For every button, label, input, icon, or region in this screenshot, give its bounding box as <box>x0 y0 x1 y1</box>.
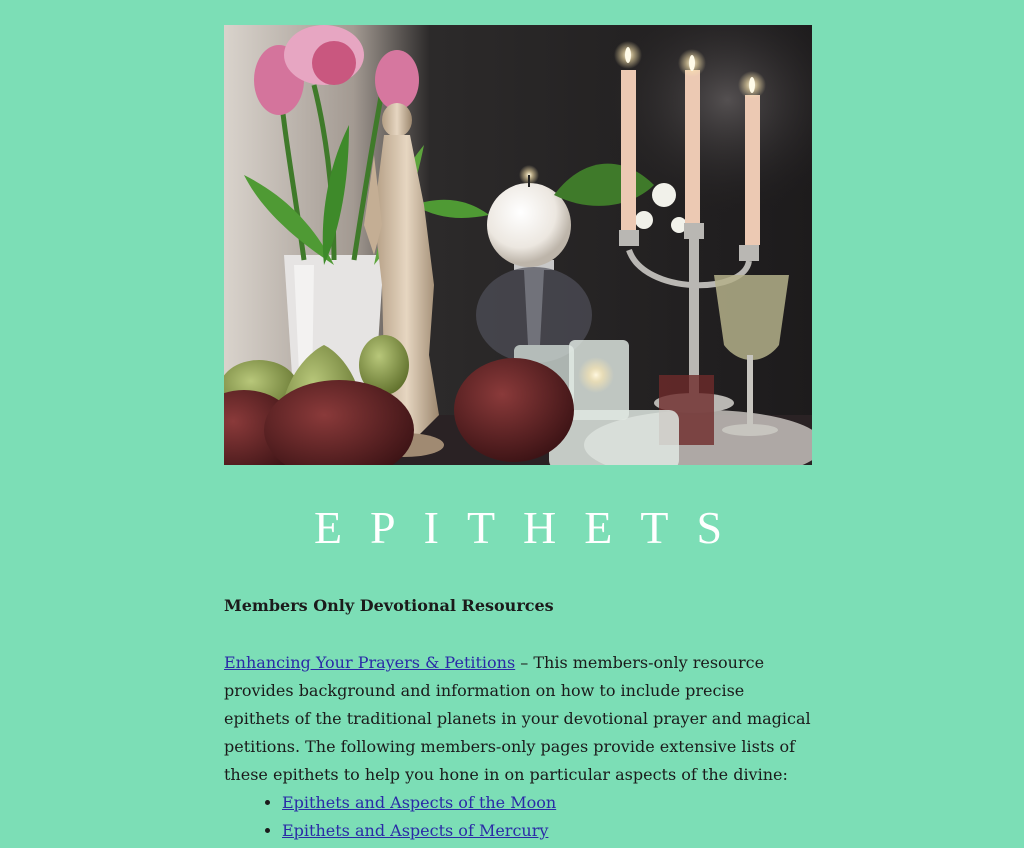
enhancing-prayers-link[interactable]: Enhancing Your Prayers & Petitions <box>224 653 516 672</box>
main-content <box>224 592 812 845</box>
list-item <box>282 817 812 845</box>
mercury-epithets-link[interactable]: Epithets and Aspects of Mercury <box>282 821 549 840</box>
altar-photo <box>224 25 812 465</box>
intro-paragraph <box>224 649 812 789</box>
intro-text: – This members-only resource provides background and information on how to include precise epithets of the traditional planets in your devotional prayer and magical petitions. The following members-only pages provide extensive lists of these epithets to help you hone in on particular aspects of the divine: <box>224 653 811 784</box>
page-title: EPITHETS <box>313 502 751 553</box>
epithet-links-list <box>224 789 812 845</box>
section-heading: Members Only Devotional Resources <box>224 596 554 615</box>
moon-epithets-link[interactable]: Epithets and Aspects of the Moon <box>282 793 557 812</box>
list-item <box>282 789 812 817</box>
hero-image <box>224 25 812 465</box>
